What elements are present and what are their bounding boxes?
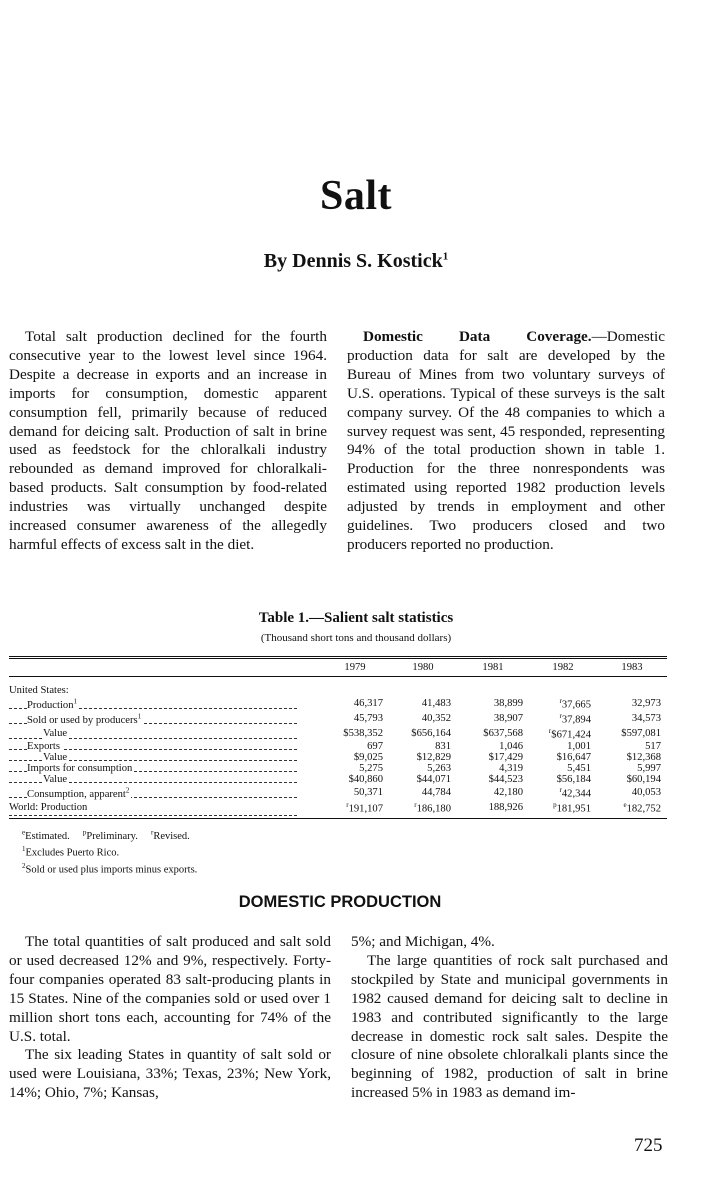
table-cell: $^r$42,344 [559, 786, 591, 800]
footnote-revised: $^r$Revised. [151, 828, 190, 842]
table-cell: 41,483 [421, 698, 451, 710]
table-cell: 32,973 [631, 698, 661, 710]
salient-statistics-table [9, 660, 667, 819]
row-label: Value [9, 752, 321, 763]
table-cell: $538,352 [343, 727, 383, 739]
table-title: Table 1.—Salient salt statistics [258, 610, 454, 626]
table-cell: $^r$\$671,424 [548, 726, 591, 741]
table-cell: 517 [645, 740, 661, 752]
table-cell: 40,053 [631, 787, 661, 799]
row-label: Imports for consumption [9, 763, 321, 774]
table-cell: $56,184 [556, 774, 591, 786]
table-cell: 40,352 [421, 712, 451, 724]
intro-paragraph: Total salt production declined for the fourth consecutive year to the lowest level since 1964. Despite a decrease in exports and an increase in imports for consumption, domestic apparent consumption fell, primarily because of reduced demand for deicing salt. Production of salt in brine used as feedstock for the chloralkali industry rebounded as demand improved for chloralkali-based products. Salt consumption by food-related industries was virtually unchanged despite increased consumer awareness of the allegedly harmful effects of excess salt in the diet. [9, 328, 327, 553]
header-year: 1981 [482, 662, 504, 673]
table-cell: 831 [435, 740, 451, 752]
production-paragraph: 5%; and Michigan, 4%. [351, 933, 495, 950]
table-row [9, 800, 667, 818]
table-cell: 44,784 [421, 787, 451, 799]
row-label: Value [9, 774, 321, 785]
table-cell: 38,907 [493, 712, 523, 724]
table-row [9, 711, 667, 726]
table-cell: $^r$186,180 [389, 800, 457, 818]
table-cell: $44,523 [488, 774, 523, 786]
section-heading: DOMESTIC PRODUCTION [238, 893, 442, 911]
data-coverage-text: —Domestic production data for salt are developed by the Bureau of Mines from two voluntary surveys of U.S. operations. Typical of these surveys is the salt company survey. Of the 48 companies to which a survey request was sent, 45 responded, representing 94% of the total production shown in table 1. Production for the three nonrespondents was estimated using reported 1982 production levels adjusted by trends in employment and other guidelines. Two producers closed and two producers reported no production. [347, 328, 665, 553]
table-group-row [9, 685, 667, 696]
row-label: World: Production [9, 800, 321, 818]
table-cell: $597,081 [621, 727, 661, 739]
table-cell: 42,180 [493, 787, 523, 799]
table-row [9, 696, 667, 711]
header-year: 1982 [552, 662, 574, 673]
footnote-preliminary: $^p$Preliminary. [82, 828, 138, 842]
table-cell: 5,997 [637, 763, 661, 775]
table-row [9, 774, 667, 785]
table-cell: 46,317 [353, 698, 383, 710]
header-year: 1979 [344, 662, 366, 673]
header-year: 1983 [621, 662, 643, 673]
data-coverage-heading: Domestic Data Coverage. [363, 328, 592, 345]
chapter-title: Salt [319, 173, 392, 219]
table-cell: 45,793 [353, 712, 383, 724]
header-year: 1980 [412, 662, 434, 673]
table-header-row [9, 660, 667, 677]
table-cell: $637,568 [483, 727, 523, 739]
table-cell: $44,071 [416, 774, 451, 786]
production-right-column [351, 933, 668, 1103]
table-cell: $17,429 [488, 751, 523, 763]
production-left-column [9, 933, 331, 1103]
row-label: Exports [9, 741, 321, 752]
page-number: 725 [634, 1135, 663, 1156]
table-row [9, 785, 667, 800]
footnote-estimated: $^e$Estimated. [22, 828, 70, 842]
row-label: Production$^1$ [9, 696, 321, 711]
table-cell: $12,829 [416, 751, 451, 763]
intro-right-column [347, 328, 665, 555]
table-row [9, 763, 667, 774]
production-paragraph: The total quantities of salt produced and salt sold or used decreased 12% and 9%, respectively. Forty-four companies operated 83 salt-producing plants in 15 States. Nine of the companies sold or used over 1 million short tons each, accounting for 74% of the U.S. total. [9, 933, 331, 1045]
byline [0, 250, 712, 273]
table-cell: $16,647 [556, 751, 591, 763]
table-cell: 50,371 [353, 787, 383, 799]
table-cell: 5,263 [427, 763, 451, 775]
table-subtitle: (Thousand short tons and thousand dollars) [260, 632, 452, 644]
table-cell: $656,164 [411, 727, 451, 739]
header-blank [9, 660, 321, 677]
table-cell: 4,319 [499, 763, 523, 775]
table-cell: $^r$37,665 [559, 697, 591, 711]
footnote-1: $^1$Excludes Puerto Rico. [22, 845, 120, 859]
table-cell: 1,001 [567, 740, 591, 752]
table-cell: 5,451 [567, 763, 591, 775]
table-cell: $^r$37,894 [559, 712, 591, 726]
footnote-symbols [22, 826, 197, 843]
table-row [9, 752, 667, 763]
intro-left-column [9, 328, 327, 555]
row-label: Value [9, 726, 321, 741]
table-top-rule [9, 656, 667, 659]
author-name: By Dennis S. Kostick [263, 250, 443, 272]
data-coverage-paragraph [347, 328, 665, 555]
row-label: Sold or used by producers$^1$ [9, 711, 321, 726]
group-label: United States: [9, 685, 69, 697]
table-cell: $12,368 [626, 751, 661, 763]
table-cell: $^e$182,752 [597, 800, 667, 818]
table-row [9, 741, 667, 752]
table-cell: 5,275 [359, 763, 383, 775]
footnote-2: $^2$Sold or used plus imports minus exports. [22, 862, 198, 876]
table-cell: 1,046 [499, 740, 523, 752]
table-footnotes [22, 826, 197, 877]
table-cell: $60,194 [626, 774, 661, 786]
author-footnote-mark: 1 [442, 250, 449, 263]
table-body [9, 677, 667, 819]
table-cell: 188,926 [457, 800, 529, 818]
table-cell: $9,025 [353, 751, 383, 763]
table-cell: $^p$181,951 [529, 800, 597, 818]
table-cell: $^r$191,107 [321, 800, 389, 818]
row-label: Consumption, apparent$^2$ [9, 785, 321, 800]
production-paragraph: The large quantities of rock salt purchased and stockpiled by State and municipal governments in 1982 caused demand for deicing salt to decline in 1983 and contributed significantly to the large decrease in domestic rock salt sales. Despite the closure of nine obsolete chloralkali plants since the beginning of 1982, production of salt in brine increased 5% in 1983 as demand im- [351, 951, 668, 1102]
table-cell: $40,860 [348, 774, 383, 786]
production-paragraph: The six leading States in quantity of salt sold or used were Louisiana, 33%; Texas, 23%; New York, 14%; Ohio, 7%; Kansas, [9, 1046, 331, 1102]
table-cell: 34,573 [631, 712, 661, 724]
table-row [9, 726, 667, 741]
table-cell: 697 [367, 740, 383, 752]
table-cell: 38,899 [493, 698, 523, 710]
